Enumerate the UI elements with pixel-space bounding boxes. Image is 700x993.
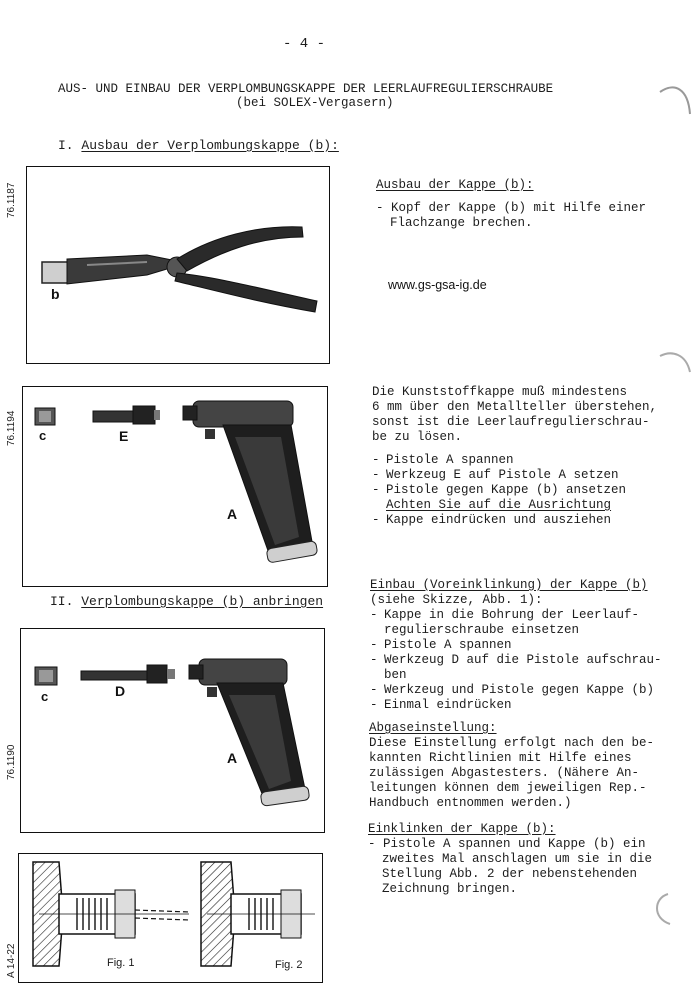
- section-1-number: I.: [58, 138, 74, 153]
- figure-2-label-e: E: [119, 428, 129, 444]
- cap-note-line-4: be zu lösen.: [372, 430, 463, 444]
- exhaust-line-3: zulässigen Abgastesters. (Nähere An-: [369, 766, 640, 780]
- figure-1-label-b: b: [51, 286, 60, 302]
- list-item: - Pistole A spannen: [370, 638, 512, 652]
- scan-mark-icon: [656, 80, 696, 120]
- list-item: - Pistole gegen Kappe (b) ansetzen: [372, 483, 627, 497]
- figure-4-fig-2-label: Fig. 2: [275, 959, 303, 971]
- installation-heading: Einbau (Voreinklinkung) der Kappe (b): [370, 578, 648, 592]
- exhaust-line-2: kannten Richtlinien mit Hilfe eines: [369, 751, 632, 765]
- list-item: - Werkzeug E auf Pistole A setzen: [372, 468, 619, 482]
- cap-removal-steps: [372, 453, 657, 528]
- exhaust-adjustment: [369, 721, 654, 811]
- page-subtitle: (bei SOLEX-Vergasern): [236, 96, 394, 110]
- figure-3-label-a: A: [227, 750, 238, 766]
- list-item: regulierschraube einsetzen: [384, 623, 580, 637]
- figure-4-code: A 14-22: [6, 943, 17, 978]
- figure-4-fig-1-label: Fig. 1: [107, 957, 135, 969]
- list-item: - Werkzeug und Pistole gegen Kappe (b): [370, 683, 655, 697]
- latching-line-4: Zeichnung bringen.: [382, 882, 518, 896]
- list-item: - Werkzeug D auf die Pistole aufschrau-: [370, 653, 662, 667]
- latching-line-2: zweites Mal anschlagen um sie in die: [382, 852, 653, 866]
- pliers-illustration: [27, 167, 327, 361]
- figure-1-frame: [26, 166, 330, 364]
- latching-line-3: Stellung Abb. 2 der nebenstehenden: [382, 867, 638, 881]
- installation-subheading: (siehe Skizze, Abb. 1):: [370, 593, 543, 607]
- exhaust-line-1: Diese Einstellung erfolgt nach den be-: [369, 736, 655, 750]
- figure-3-code: 76.1190: [6, 744, 17, 780]
- figure-2-label-a: A: [227, 506, 238, 522]
- page-title: AUS- UND EINBAU DER VERPLOMBUNGSKAPPE DER LEERLAUFREGULIERSCHRAUBE: [58, 82, 554, 96]
- list-item: ben: [384, 668, 407, 682]
- scan-mark-icon: [648, 890, 688, 930]
- section-1-title: Ausbau der Verplombungskappe (b):: [81, 138, 339, 153]
- section-2-number: II.: [50, 594, 74, 609]
- figure-3-frame: [20, 628, 325, 833]
- figure-2-label-c: c: [39, 428, 47, 443]
- cap-note-line-3: sonst ist die Leerlaufregulierschrau-: [372, 415, 650, 429]
- removal-step-line-1: - Kopf der Kappe (b) mit Hilfe einer: [376, 201, 647, 215]
- installation-instructions: [370, 578, 662, 713]
- list-item: - Kappe eindrücken und ausziehen: [372, 513, 612, 527]
- figure-2-frame: [22, 386, 328, 587]
- exhaust-line-4: leitungen können dem jeweiligen Rep.-: [369, 781, 647, 795]
- website-url: www.gs-gsa-ig.de: [388, 278, 487, 292]
- installation-steps: [370, 608, 662, 713]
- figure-2-code: 76.1194: [6, 410, 17, 446]
- removal-heading: Ausbau der Kappe (b):: [376, 178, 534, 192]
- list-item: - Einmal eindrücken: [370, 698, 512, 712]
- figure-1-code: 76.1187: [6, 182, 17, 218]
- figure-4-frame: [18, 853, 323, 983]
- latching-line-1: - Pistole A spannen und Kappe (b) ein: [368, 837, 646, 851]
- latching-instructions: [368, 822, 652, 897]
- exhaust-heading: Abgaseinstellung:: [369, 721, 497, 735]
- pistol-tool-d-illustration: [21, 629, 322, 830]
- figure-3-label-d: D: [115, 683, 126, 699]
- plastic-cap-instructions: [372, 385, 657, 528]
- page-number: - 4 -: [283, 36, 326, 52]
- section-2-title: Verplombungskappe (b) anbringen: [81, 594, 324, 609]
- exhaust-line-5: Handbuch entnommen werden.): [369, 796, 572, 810]
- section-2-heading: [50, 594, 323, 609]
- list-item: - Pistole A spannen: [372, 453, 514, 467]
- list-item: Achten Sie auf die Ausrichtung: [386, 498, 612, 512]
- section-1-heading: [58, 138, 339, 153]
- scan-mark-icon: [656, 348, 696, 378]
- latching-heading: Einklinken der Kappe (b):: [368, 822, 556, 836]
- cap-note-line-2: 6 mm über den Metallteller überstehen,: [372, 400, 658, 414]
- list-item: - Kappe in die Bohrung der Leerlauf-: [370, 608, 640, 622]
- pistol-tool-e-illustration: [23, 387, 325, 584]
- removal-step-line-2: Flachzange brechen.: [390, 216, 533, 230]
- figure-3-label-c: c: [41, 689, 49, 704]
- cap-note-line-1: Die Kunststoffkappe muß mindestens: [372, 385, 628, 399]
- removal-instructions: [376, 178, 646, 231]
